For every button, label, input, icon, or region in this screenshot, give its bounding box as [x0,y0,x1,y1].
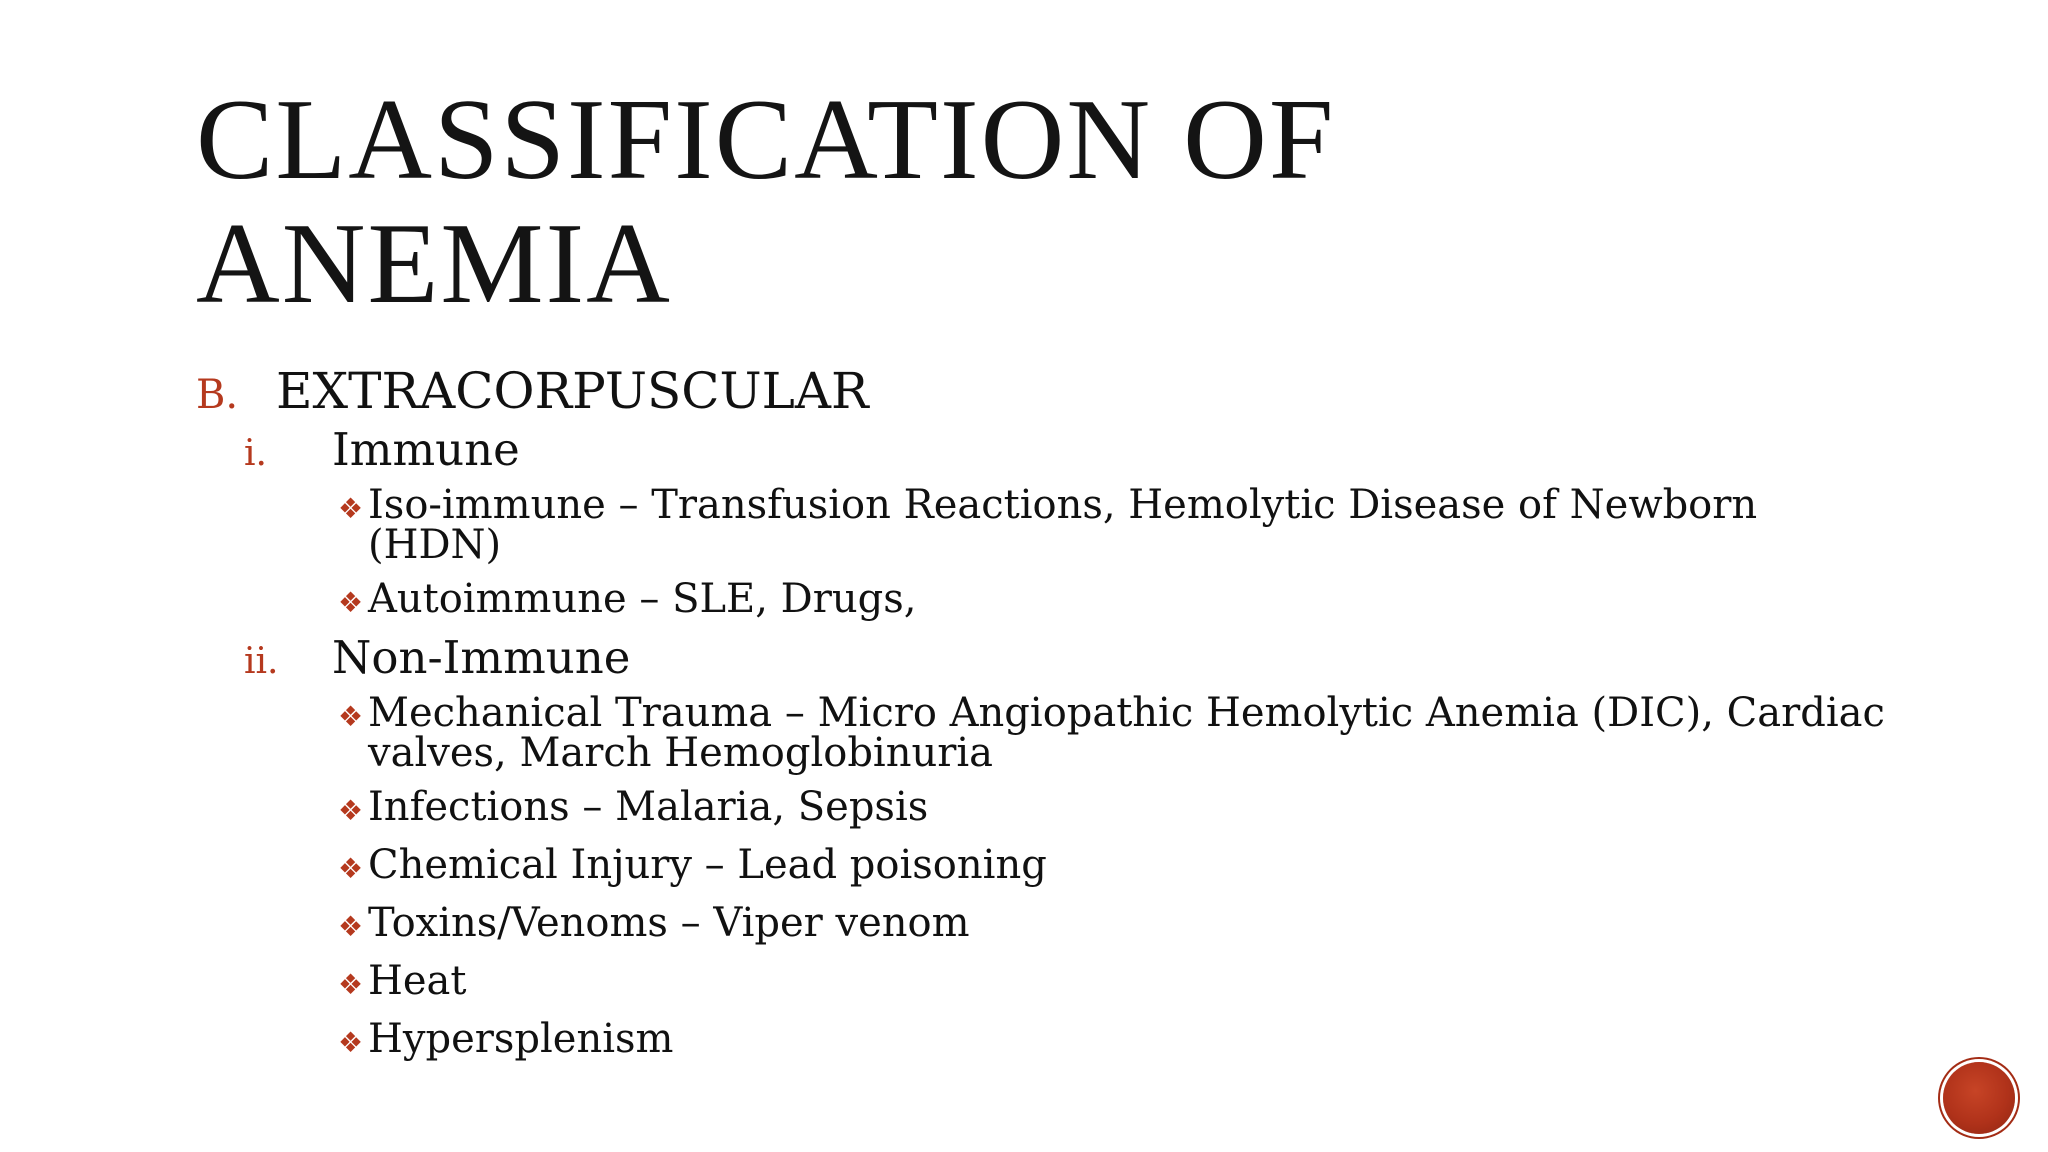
group-immune [244,422,1896,478]
slide-number-circle-icon [1943,1062,2015,1134]
group-label: Immune [332,423,520,476]
section-label: EXTRACORPUSCULAR [276,362,869,420]
list-item [338,686,1896,780]
list-item-text: Infections – Malaria, Sepsis [368,784,929,830]
section-extracorpuscular [196,360,1896,422]
diamond-bullet-icon: ❖ [338,700,364,733]
section-marker: B. [196,372,239,418]
list-item [338,1012,1896,1070]
list-item-text: Autoimmune – SLE, Drugs, [368,576,917,622]
list-item-text: Iso-immune – Transfusion Reactions, Hemolytic Disease of Newborn (HDN) [368,482,1758,568]
diamond-bullet-icon: ❖ [338,794,364,827]
list-item [338,572,1896,630]
group-label: Non-Immune [332,631,631,684]
slide-body [196,360,1896,1070]
list-item-text: Chemical Injury – Lead poisoning [368,842,1047,888]
slide-title-line-2: ANEMIA [196,200,672,328]
list-item-text: Mechanical Trauma – Micro Angiopathic Hemolytic Anemia (DIC), Cardiac valves, March Hemoglobinuria [368,690,1885,776]
group-marker: i. [244,433,267,474]
diamond-bullet-icon: ❖ [338,852,364,885]
list-item [338,954,1896,1012]
list-item-text: Hypersplenism [368,1016,674,1062]
diamond-bullet-icon: ❖ [338,910,364,943]
diamond-bullet-icon: ❖ [338,1026,364,1059]
group-marker: ii. [244,641,279,682]
list-item-text: Toxins/Venoms – Viper venom [368,900,970,946]
slide-title-line-1: CLASSIFICATION OF [196,76,1336,204]
list-item-text: Heat [368,958,467,1004]
diamond-bullet-icon: ❖ [338,968,364,1001]
list-item [338,780,1896,838]
group-non-immune [244,630,1896,686]
slide-title [196,78,1696,326]
list-item [338,838,1896,896]
list-item [338,478,1896,572]
diamond-bullet-icon: ❖ [338,586,364,619]
list-item [338,896,1896,954]
diamond-bullet-icon: ❖ [338,492,364,525]
